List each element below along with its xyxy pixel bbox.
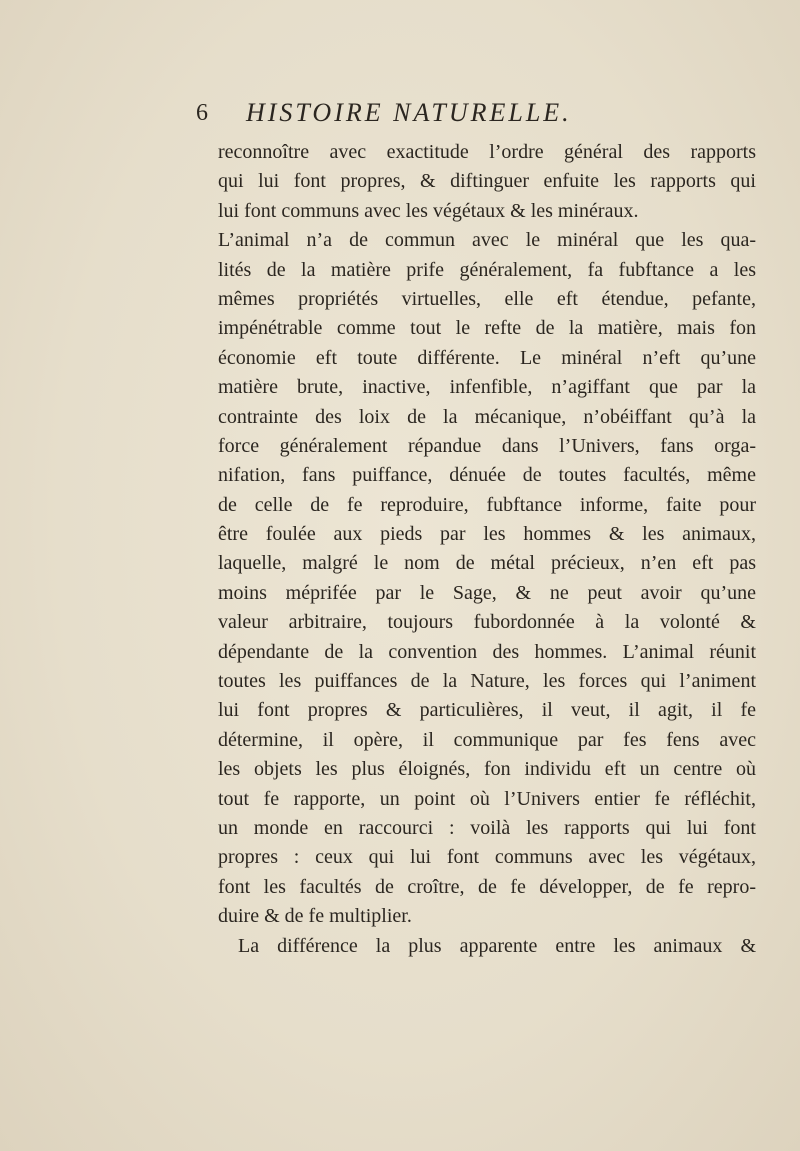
text-line: reconnoître avec exactitude l’ordre général des rapports xyxy=(218,141,756,163)
text-line: lui font communs avec les végétaux & les minéraux. xyxy=(218,199,639,222)
text-line: dépendante de la convention des hommes. L’animal réunit xyxy=(218,640,756,663)
text-line: qui lui font propres, & diftinguer enfuite les rapports qui xyxy=(218,170,756,193)
text-line: matière brute, inactive, infenfible, n’agiffant que par la xyxy=(218,376,756,399)
text-line: contrainte des loix de la mécanique, n’obéiffant qu’à la xyxy=(218,405,756,428)
text-line: tout fe rapporte, un point où l’Univers entier fe réfléchit, xyxy=(218,787,756,810)
text-line: moins méprifée par le Sage, & ne peut avoir qu’une xyxy=(218,581,756,604)
text-line: propres : ceux qui lui font communs avec les végétaux, xyxy=(218,846,756,869)
text-line: toutes les puiffances de la Nature, les forces qui l’animent xyxy=(218,670,756,693)
text-line: force généralement répandue dans l’Univers, fans orga- xyxy=(218,434,756,457)
body-text xyxy=(218,138,756,961)
text-line: économie eft toute différente. Le minéral n’eft qu’une xyxy=(218,346,756,369)
text-line: duire & de fe multiplier. xyxy=(218,905,412,928)
text-line: impénétrable comme tout le refte de la matière, mais fon xyxy=(218,317,756,340)
text-line: lités de la matière prife généralement, fa fubftance a les xyxy=(218,258,756,281)
text-line: de celle de fe reproduire, fubftance informe, faite pour xyxy=(218,493,756,516)
text-line: détermine, il opère, il communique par fes fens avec xyxy=(218,728,756,751)
text-line: les objets les plus éloignés, fon individu eft un centre où xyxy=(218,758,756,781)
text-line: mêmes propriétés virtuelles, elle eft étendue, pefante, xyxy=(218,287,756,310)
text-line: valeur arbitraire, toujours fubordonnée à la volonté & xyxy=(218,611,756,634)
text-line: L’animal n’a de commun avec le minéral que les qua- xyxy=(218,229,756,252)
page-number: 6 xyxy=(196,100,208,126)
page-header xyxy=(196,98,756,138)
text-line: un monde en raccourci : voilà les rapports qui lui font xyxy=(218,816,756,839)
text-line: nifation, fans puiffance, dénuée de toutes facultés, même xyxy=(218,464,756,487)
text-line: laquelle, malgré le nom de métal précieux, n’en eft pas xyxy=(218,552,756,575)
text-line: font les facultés de croître, de fe développer, de fe repro- xyxy=(218,875,756,898)
text-line: être foulée aux pieds par les hommes & les animaux, xyxy=(218,523,756,546)
running-title: HISTOIRE NATURELLE. xyxy=(246,98,572,127)
text-line: lui font propres & particulières, il veut, il agit, il fe xyxy=(218,699,756,722)
text-line: La différence la plus apparente entre les animaux & xyxy=(238,934,756,957)
